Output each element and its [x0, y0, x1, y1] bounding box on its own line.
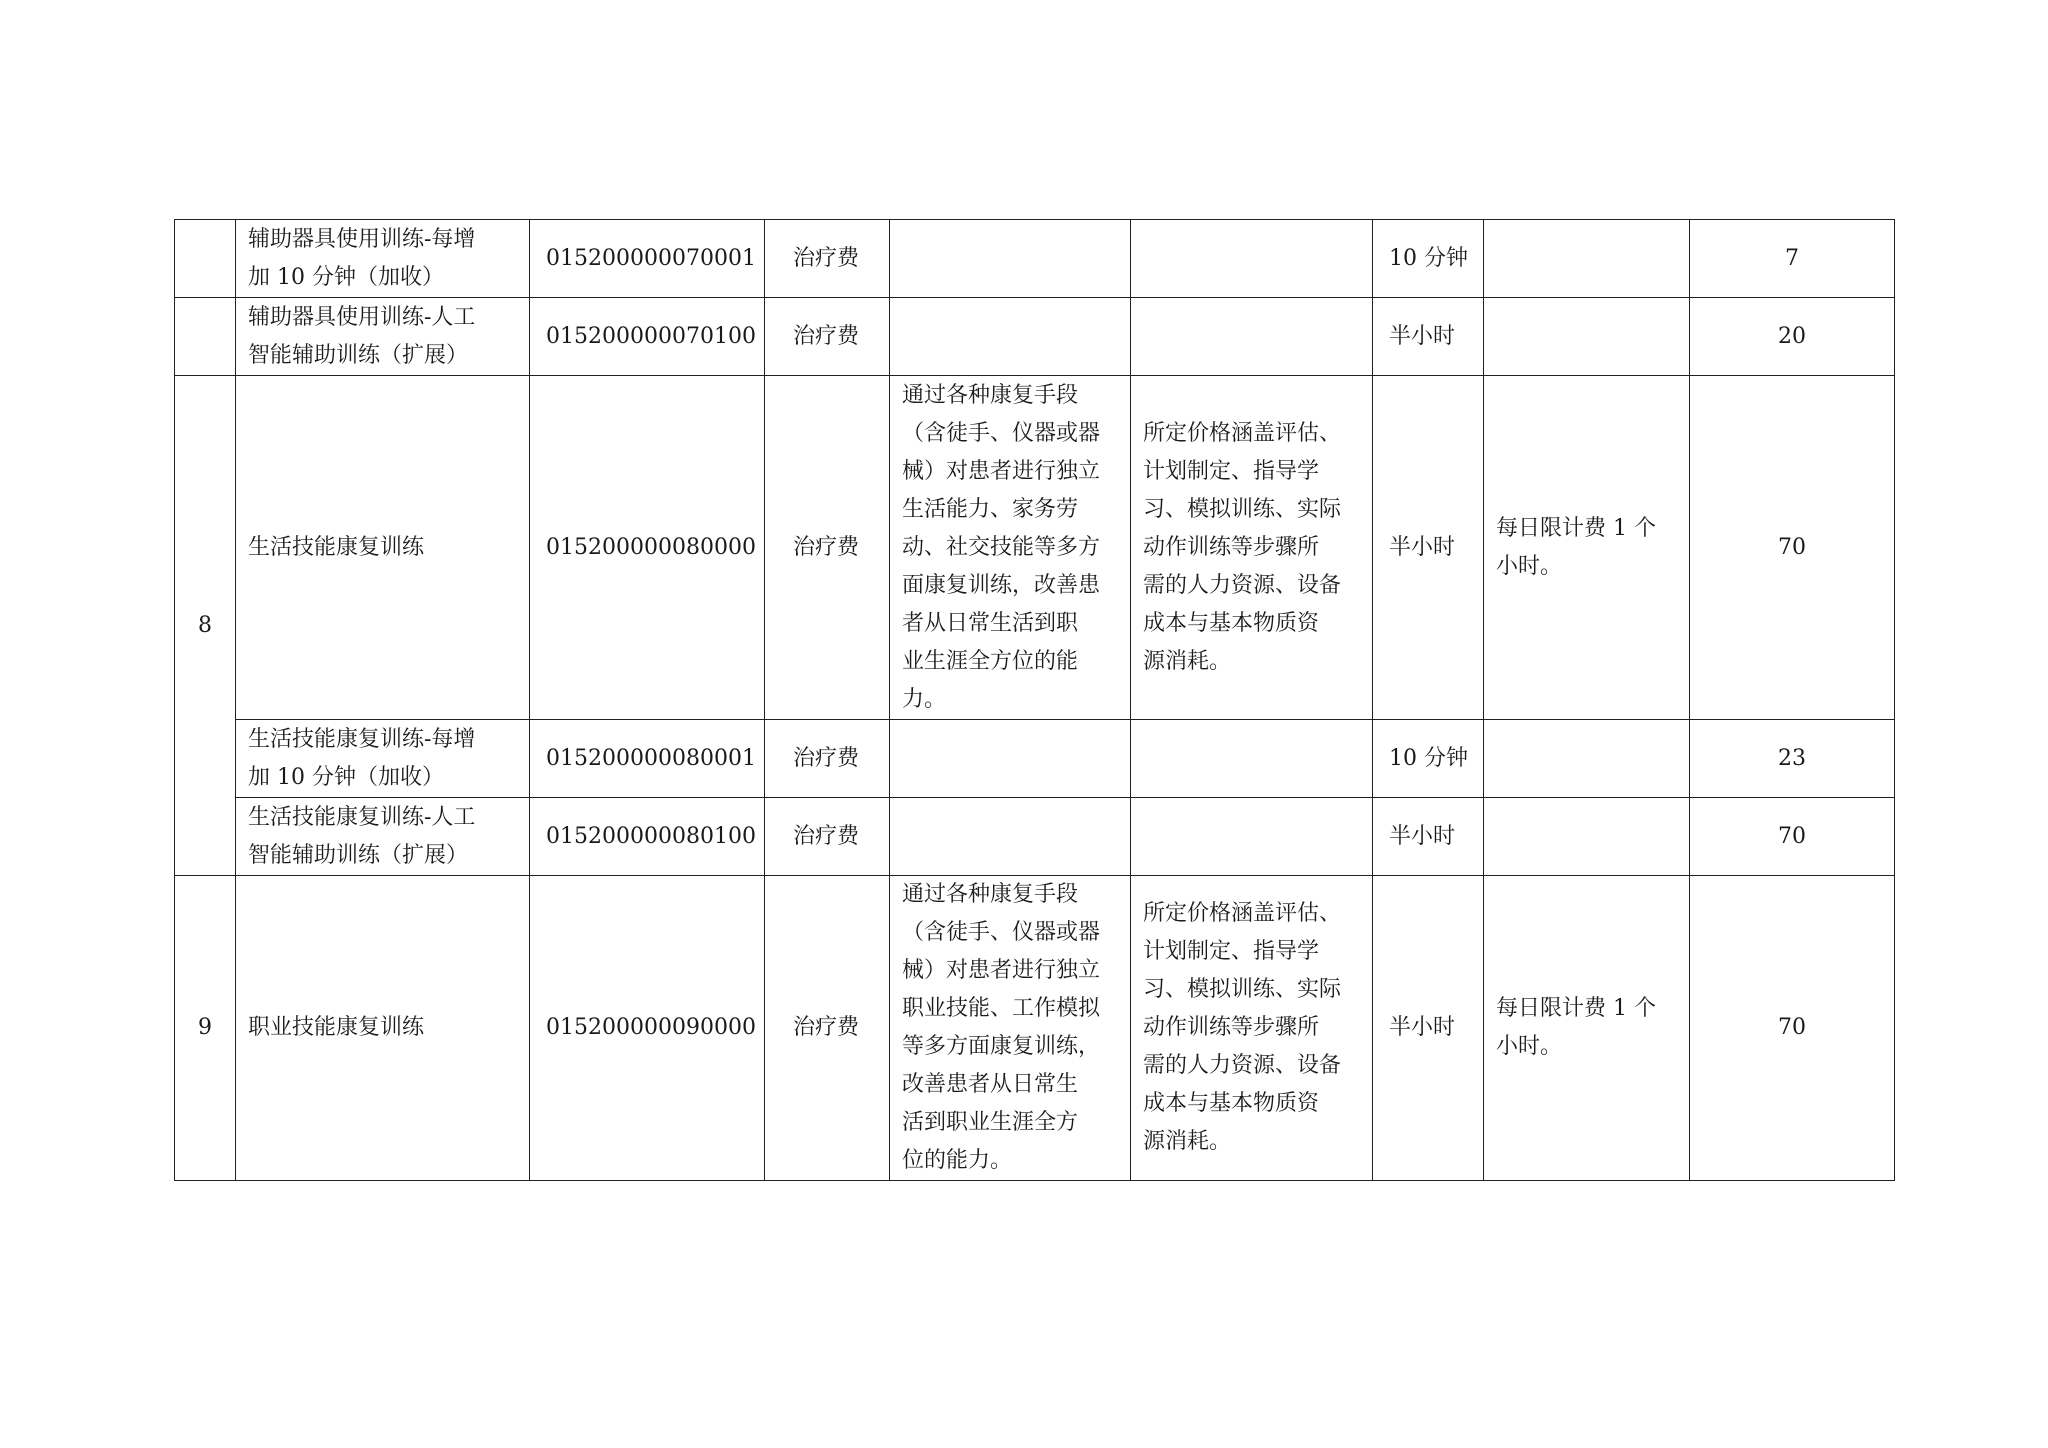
- remark-cell: [1484, 220, 1690, 298]
- fee-category-cell: 治疗费: [765, 876, 890, 1181]
- service-content-cell: [890, 798, 1131, 876]
- price-cell: 7: [1690, 220, 1895, 298]
- table-row: [175, 876, 1895, 1181]
- item-code-cell: 015200000080001: [530, 720, 765, 798]
- service-content-cell: [890, 220, 1131, 298]
- table-row: [175, 220, 1895, 298]
- remark-cell: 每日限计费 1 个 小时。: [1484, 376, 1690, 720]
- remark-cell: 每日限计费 1 个 小时。: [1484, 876, 1690, 1181]
- fee-category-cell: 治疗费: [765, 798, 890, 876]
- price-cell: 23: [1690, 720, 1895, 798]
- table-row: [175, 298, 1895, 376]
- table-row: [175, 720, 1895, 798]
- pricing-unit-cell: 半小时: [1373, 298, 1484, 376]
- table-row: [175, 798, 1895, 876]
- row-number-cell: [175, 220, 236, 298]
- price-note-cell: [1131, 298, 1373, 376]
- item-code-cell: 015200000080100: [530, 798, 765, 876]
- price-cell: 70: [1690, 798, 1895, 876]
- remark-cell: [1484, 798, 1690, 876]
- item-code-cell: 015200000090000: [530, 876, 765, 1181]
- pricing-unit-cell: 半小时: [1373, 798, 1484, 876]
- item-name-cell: 辅助器具使用训练-每增 加 10 分钟（加收）: [236, 220, 530, 298]
- service-content-cell: [890, 298, 1131, 376]
- row-number-cell: 9: [175, 876, 236, 1181]
- fee-category-cell: 治疗费: [765, 298, 890, 376]
- item-code-cell: 015200000070100: [530, 298, 765, 376]
- price-note-cell: [1131, 220, 1373, 298]
- service-content-cell: [890, 720, 1131, 798]
- item-code-cell: 015200000080000: [530, 376, 765, 720]
- remark-cell: [1484, 298, 1690, 376]
- service-content-cell: 通过各种康复手段 （含徒手、仪器或器 械）对患者进行独立 生活能力、家务劳 动、社交技能等多方 面康复训练，改善患 者从日常生活到职 业生涯全方位的能 力。: [890, 376, 1131, 720]
- price-cell: 70: [1690, 376, 1895, 720]
- price-cell: 20: [1690, 298, 1895, 376]
- pricing-unit-cell: 10 分钟: [1373, 220, 1484, 298]
- item-name-cell: 职业技能康复训练: [236, 876, 530, 1181]
- item-name-cell: 生活技能康复训练-每增 加 10 分钟（加收）: [236, 720, 530, 798]
- item-name-cell: 生活技能康复训练-人工 智能辅助训练（扩展）: [236, 798, 530, 876]
- item-code-cell: 015200000070001: [530, 220, 765, 298]
- price-note-cell: 所定价格涵盖评估、 计划制定、指导学 习、模拟训练、实际 动作训练等步骤所 需的人力资源、设备 成本与基本物质资 源消耗。: [1131, 376, 1373, 720]
- service-content-cell: 通过各种康复手段 （含徒手、仪器或器 械）对患者进行独立 职业技能、工作模拟 等多方面康复训练， 改善患者从日常生 活到职业生涯全方 位的能力。: [890, 876, 1131, 1181]
- pricing-unit-cell: 半小时: [1373, 876, 1484, 1181]
- price-note-cell: [1131, 720, 1373, 798]
- fee-category-cell: 治疗费: [765, 220, 890, 298]
- table-row: [175, 376, 1895, 720]
- row-number-cell: 8: [175, 376, 236, 876]
- item-name-cell: 辅助器具使用训练-人工 智能辅助训练（扩展）: [236, 298, 530, 376]
- pricing-unit-cell: 10 分钟: [1373, 720, 1484, 798]
- pricing-unit-cell: 半小时: [1373, 376, 1484, 720]
- price-cell: 70: [1690, 876, 1895, 1181]
- price-note-cell: 所定价格涵盖评估、 计划制定、指导学 习、模拟训练、实际 动作训练等步骤所 需的人力资源、设备 成本与基本物质资 源消耗。: [1131, 876, 1373, 1181]
- row-number-cell: [175, 298, 236, 376]
- fee-category-cell: 治疗费: [765, 376, 890, 720]
- fee-category-cell: 治疗费: [765, 720, 890, 798]
- price-note-cell: [1131, 798, 1373, 876]
- fee-table: [174, 219, 1895, 1181]
- remark-cell: [1484, 720, 1690, 798]
- item-name-cell: 生活技能康复训练: [236, 376, 530, 720]
